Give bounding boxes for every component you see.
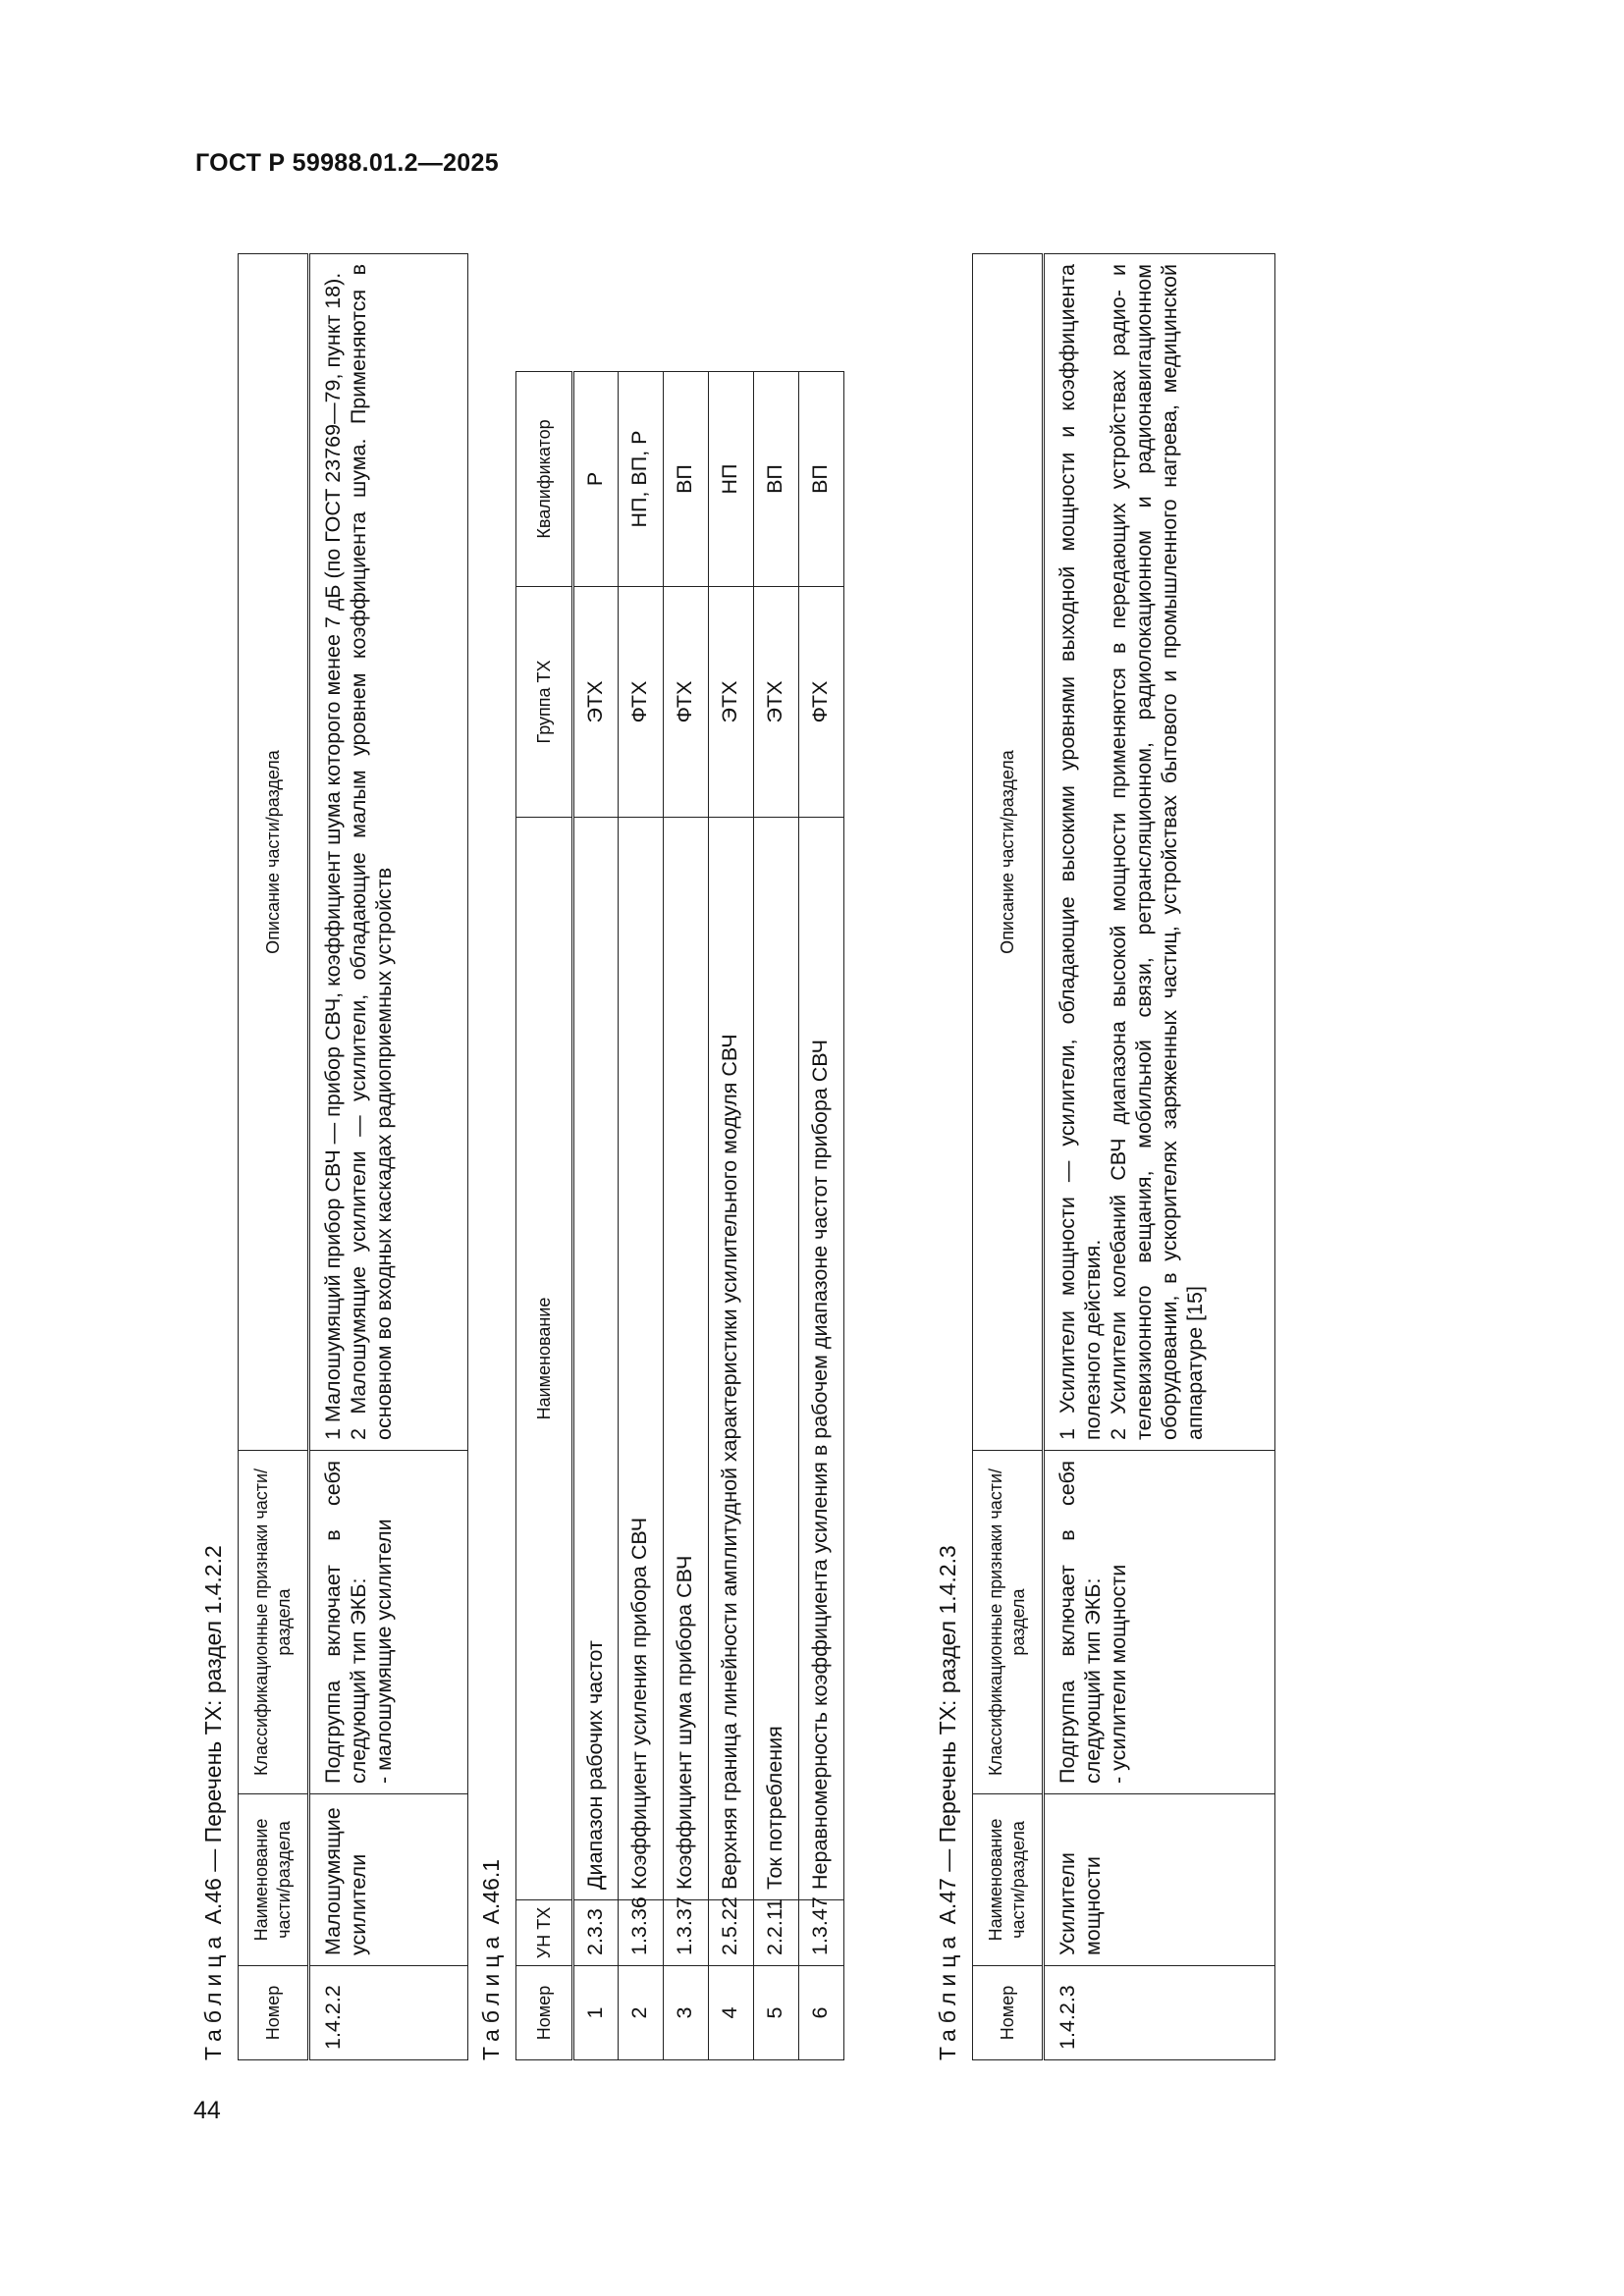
cell-number: 5 bbox=[754, 1966, 799, 2060]
features-line: Подгруппа включает в себя следующий тип ЭКБ: bbox=[1056, 1461, 1105, 1784]
cell-un-tx: 2.3.3 bbox=[573, 1900, 619, 1966]
table-row bbox=[664, 372, 709, 2060]
features-line: - малошумящие усилители bbox=[372, 1519, 396, 1784]
cell-group: ФТХ bbox=[619, 587, 664, 818]
cell-features bbox=[309, 1451, 468, 1794]
cell-name: Коэффициент шума прибора СВЧ bbox=[664, 818, 709, 1900]
table-a47-caption bbox=[931, 253, 964, 2060]
cell-name: Ток потребления bbox=[754, 818, 799, 1900]
cell-features bbox=[1044, 1451, 1275, 1794]
cell-un-tx: 2.2.11 bbox=[754, 1900, 799, 1966]
cell-un-tx: 2.5.22 bbox=[709, 1900, 754, 1966]
caption-prefix: Таблица bbox=[478, 1930, 504, 2060]
cell-group: ЭТХ bbox=[709, 587, 754, 818]
caption-text: А.47 — Перечень ТХ: раздел 1.4.2.3 bbox=[935, 1545, 960, 1925]
cell-qualifier: Р bbox=[573, 372, 619, 587]
table-a47 bbox=[972, 253, 1275, 2060]
header-description: Описание части/раздела bbox=[973, 254, 1044, 1451]
header-un-tx: УН ТХ bbox=[516, 1900, 573, 1966]
header-number: Номер bbox=[516, 1966, 573, 2060]
table-a461-block bbox=[474, 371, 844, 2060]
header-name: Наименование части/раздела bbox=[239, 1794, 309, 1966]
cell-qualifier: ВП bbox=[754, 372, 799, 587]
description-line: 1 Малошумящий прибор СВЧ — прибор СВЧ, коэффициент шума которого менее 7 дБ (по ГОСТ 23769—79, пункт 18). bbox=[321, 272, 345, 1440]
cell-qualifier: НП, ВП, Р bbox=[619, 372, 664, 587]
header-qualifier: Квалификатор bbox=[516, 372, 573, 587]
header-features: Классификационные признаки части/раздела bbox=[239, 1451, 309, 1794]
table-row bbox=[309, 254, 468, 2060]
cell-number: 2 bbox=[619, 1966, 664, 2060]
table-a47-block bbox=[931, 253, 1275, 2060]
caption-text: А.46.1 bbox=[478, 1858, 504, 1925]
description-line: 2 Усилители колебаний СВЧ диапазона высокой мощности применяются в передающих устройствах радио- и телевизионного вещания, мобильной связи, ретрансляционном, радиолокационном и радионавигационном оборудовании, в ускорителях заряженных частиц, устройствах бытового и промышленного нагрева, медицинской аппаратуре [15] bbox=[1107, 264, 1207, 1440]
cell-name: Диапазон рабочих частот bbox=[573, 818, 619, 1900]
table-row bbox=[573, 372, 619, 2060]
table-row bbox=[754, 372, 799, 2060]
header-number: Номер bbox=[239, 1966, 309, 2060]
cell-number: 1.4.2.2 bbox=[309, 1966, 468, 2060]
header-group: Группа ТХ bbox=[516, 587, 573, 818]
cell-un-tx: 1.3.37 bbox=[664, 1900, 709, 1966]
page-number: 44 bbox=[193, 2097, 221, 2124]
table-a461 bbox=[515, 371, 844, 2060]
cell-name: Малошумящие усилители bbox=[309, 1794, 468, 1966]
table-a46-block bbox=[196, 253, 468, 2060]
caption-prefix: Таблица bbox=[200, 1930, 226, 2060]
table-row bbox=[1044, 254, 1275, 2060]
cell-qualifier: ВП bbox=[664, 372, 709, 587]
cell-un-tx: 1.3.47 bbox=[799, 1900, 844, 1966]
caption-text: А.46 — Перечень ТХ: раздел 1.4.2.2 bbox=[200, 1545, 226, 1925]
cell-number: 3 bbox=[664, 1966, 709, 2060]
features-line: - усилители мощности bbox=[1107, 1564, 1130, 1784]
caption-prefix: Таблица bbox=[935, 1930, 960, 2060]
header-description: Описание части/раздела bbox=[239, 254, 309, 1451]
cell-description bbox=[1044, 254, 1275, 1451]
header-features: Классификационные признаки части/раздела bbox=[973, 1451, 1044, 1794]
header-name: Наименование bbox=[516, 818, 573, 1900]
cell-name: Неравномерность коэффициента усиления в рабочем диапазоне частот прибора СВЧ bbox=[799, 818, 844, 1900]
cell-name: Коэффициент усиления прибора СВЧ bbox=[619, 818, 664, 1900]
cell-name: Верхняя граница линейности амплитудной характеристики усилительного модуля СВЧ bbox=[709, 818, 754, 1900]
cell-number: 1.4.2.3 bbox=[1044, 1966, 1275, 2060]
table-row bbox=[619, 372, 664, 2060]
table-a46-caption bbox=[196, 253, 230, 2060]
table-a46 bbox=[238, 253, 468, 2060]
cell-description bbox=[309, 254, 468, 1451]
cell-number: 4 bbox=[709, 1966, 754, 2060]
table-row bbox=[709, 372, 754, 2060]
header-name: Наименование части/раздела bbox=[973, 1794, 1044, 1966]
document-header: ГОСТ Р 59988.01.2—2025 bbox=[195, 149, 499, 177]
table-a461-caption bbox=[474, 371, 508, 2060]
table-row bbox=[799, 372, 844, 2060]
cell-qualifier: ВП bbox=[799, 372, 844, 587]
cell-group: ЭТХ bbox=[754, 587, 799, 818]
rotated-content bbox=[196, 226, 1326, 2091]
cell-group: ЭТХ bbox=[573, 587, 619, 818]
cell-un-tx: 1.3.36 bbox=[619, 1900, 664, 1966]
cell-name: Усилители мощности bbox=[1044, 1794, 1275, 1966]
description-line: 2 Малошумящие усилители — усилители, обладающие малым уровнем коэффициента шума. Применяются в основном во входных каскадах радиоприемных устройств bbox=[347, 264, 396, 1440]
cell-group: ФТХ bbox=[664, 587, 709, 818]
cell-number: 1 bbox=[573, 1966, 619, 2060]
cell-qualifier: НП bbox=[709, 372, 754, 587]
cell-group: ФТХ bbox=[799, 587, 844, 818]
description-line: 1 Усилители мощности — усилители, обладающие высокими уровнями выходной мощности и коэффициента полезного действия. bbox=[1056, 264, 1105, 1440]
header-number: Номер bbox=[973, 1966, 1044, 2060]
cell-number: 6 bbox=[799, 1966, 844, 2060]
features-line: Подгруппа включает в себя следующий тип ЭКБ: bbox=[321, 1461, 370, 1784]
